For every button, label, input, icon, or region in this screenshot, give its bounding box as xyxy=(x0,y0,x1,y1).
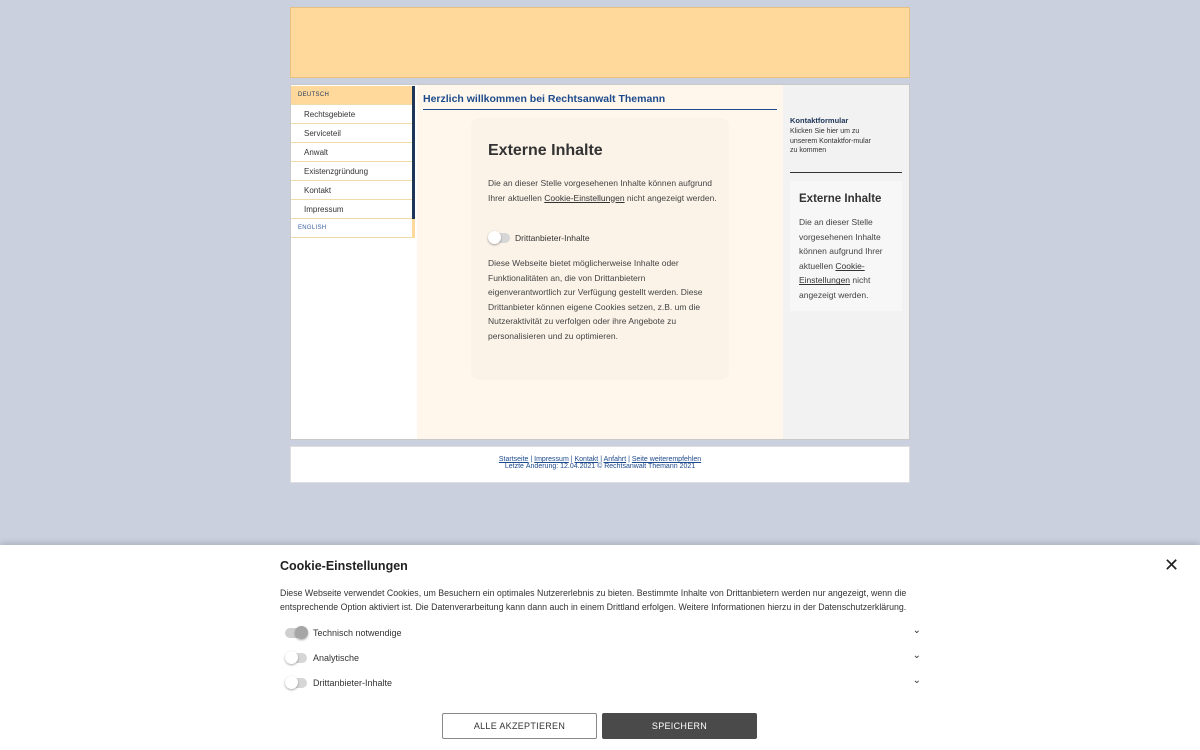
nav-item-kontakt[interactable]: Kontakt xyxy=(291,181,415,200)
chevron-down-icon[interactable]: ⌄ xyxy=(912,650,921,661)
cookie-banner-title: Cookie-Einstellungen xyxy=(280,559,408,573)
nav-item-deutsch[interactable]: DEUTSCH xyxy=(291,86,415,105)
footer-link-startseite[interactable]: Startseite xyxy=(498,456,529,463)
footer-link-anfahrt[interactable]: Anfahrt xyxy=(603,456,627,463)
header-banner xyxy=(290,7,910,78)
footer-separator: | xyxy=(626,456,632,463)
technisch-toggle[interactable] xyxy=(285,628,307,638)
footer-separator: | xyxy=(598,456,604,463)
nav-item-impressum[interactable]: Impressum xyxy=(291,200,415,219)
toggle-knob xyxy=(295,626,308,639)
third-party-toggle[interactable] xyxy=(488,233,510,243)
third-party-description: Diese Webseite bietet möglicherweise Inhalte oder Funktionalitäten an, die von Drittanbietern eigenverantwortlich zur Verfügung gestellt werden. Diese Drittanbieter können eigene Cookies setzen, z.B. um die Nutzeraktivität zu verfolgen oder ihre Angebote zu personalisieren und zu optimieren. xyxy=(488,258,703,341)
contact-form-text[interactable]: Klicken Sie hier um zu unserem Kontaktfor-mular zu kommen xyxy=(790,128,871,154)
cookie-option-drittanbieter[interactable] xyxy=(285,675,921,691)
drittanbieter-toggle[interactable] xyxy=(285,678,307,688)
cookie-option-analytische[interactable] xyxy=(285,650,921,666)
nav-item-rechtsgebiete[interactable]: Rechtsgebiete xyxy=(291,105,415,124)
nav-item-anwalt[interactable]: Anwalt xyxy=(291,143,415,162)
sidebar-external-notice xyxy=(799,215,899,303)
contact-form-title[interactable]: Kontaktformular xyxy=(790,116,849,125)
footer-separator: | xyxy=(568,456,575,463)
sidebar-external-content xyxy=(790,181,902,311)
cookie-banner xyxy=(0,545,1200,750)
third-party-toggle-label: Drittanbieter-Inhalte xyxy=(515,233,590,243)
toggle-knob xyxy=(488,231,501,244)
external-content-card xyxy=(471,118,729,380)
drittanbieter-label: Drittanbieter-Inhalte xyxy=(313,678,393,688)
notice-text-start: Die an dieser Stelle vorgesehenen Inhalte können aufgrund Ihrer aktuellen xyxy=(488,178,712,203)
sidebar-cookie-settings-link[interactable]: Cookie-Einstellungen xyxy=(799,260,865,286)
nav-item-english[interactable]: ENGLISH xyxy=(291,219,415,238)
main-container xyxy=(290,84,910,440)
footer-separator: | xyxy=(528,456,535,463)
left-navigation xyxy=(291,85,417,439)
toggle-knob xyxy=(285,651,298,664)
save-button[interactable]: SPEICHERN xyxy=(602,713,757,739)
close-icon[interactable]: ✕ xyxy=(1164,555,1180,575)
chevron-down-icon[interactable]: ⌄ xyxy=(912,625,921,636)
external-content-notice xyxy=(488,176,718,205)
footer-links xyxy=(291,456,909,463)
accept-all-button[interactable]: ALLE AKZEPTIEREN xyxy=(442,713,597,739)
third-party-toggle-row[interactable] xyxy=(488,233,590,243)
cookie-settings-link[interactable]: Cookie-Einstellungen xyxy=(544,192,625,203)
cookie-banner-text: Diese Webseite verwendet Cookies, um Besuchern ein optimales Nutzererlebnis zu bieten. Bestimmte Inhalte von Drittanbietern werden nur angezeigt, wenn die entsprechende Option aktiviert ist. Die Datenverarbeitung kann dann auch in einem Drittland erfolgen. Weitere Informationen hierzu in der Datenschutzerklärung. xyxy=(280,588,907,612)
external-content-title: Externe Inhalte xyxy=(488,142,603,159)
footer-link-kontakt[interactable]: Kontakt xyxy=(574,456,599,463)
footer xyxy=(290,446,910,483)
toggle-knob xyxy=(285,676,298,689)
technisch-label: Technisch notwendige xyxy=(313,628,402,638)
sidebar-notice-end: nicht angezeigt werden. xyxy=(799,275,871,300)
page-title: Herzlich willkommen bei Rechtsanwalt Themann xyxy=(423,93,777,110)
divider xyxy=(790,172,902,173)
cookie-option-technisch[interactable] xyxy=(285,625,921,641)
analytische-toggle[interactable] xyxy=(285,653,307,663)
right-sidebar xyxy=(783,85,909,439)
chevron-down-icon[interactable]: ⌄ xyxy=(912,675,921,686)
nav-item-serviceteil[interactable]: Serviceteil xyxy=(291,124,415,143)
analytische-label: Analytische xyxy=(313,653,360,663)
sidebar-notice-start: Die an dieser Stelle vorgesehenen Inhalte können aufgrund Ihrer aktuellen xyxy=(799,217,883,271)
main-content xyxy=(417,85,783,439)
sidebar-external-title: Externe Inhalte xyxy=(799,193,882,205)
footer-copyright: Letzte Änderung: 12.04.2021 © Rechtsanwalt Themann 2021 xyxy=(504,463,696,470)
footer-link-weiterempfehlen[interactable]: Seite weiterempfehlen xyxy=(631,456,702,463)
footer-link-impressum[interactable]: Impressum xyxy=(534,456,569,463)
notice-text-end: nicht angezeigt werden. xyxy=(624,192,717,203)
nav-item-existenzgruendung[interactable]: Existenzgründung xyxy=(291,162,415,181)
